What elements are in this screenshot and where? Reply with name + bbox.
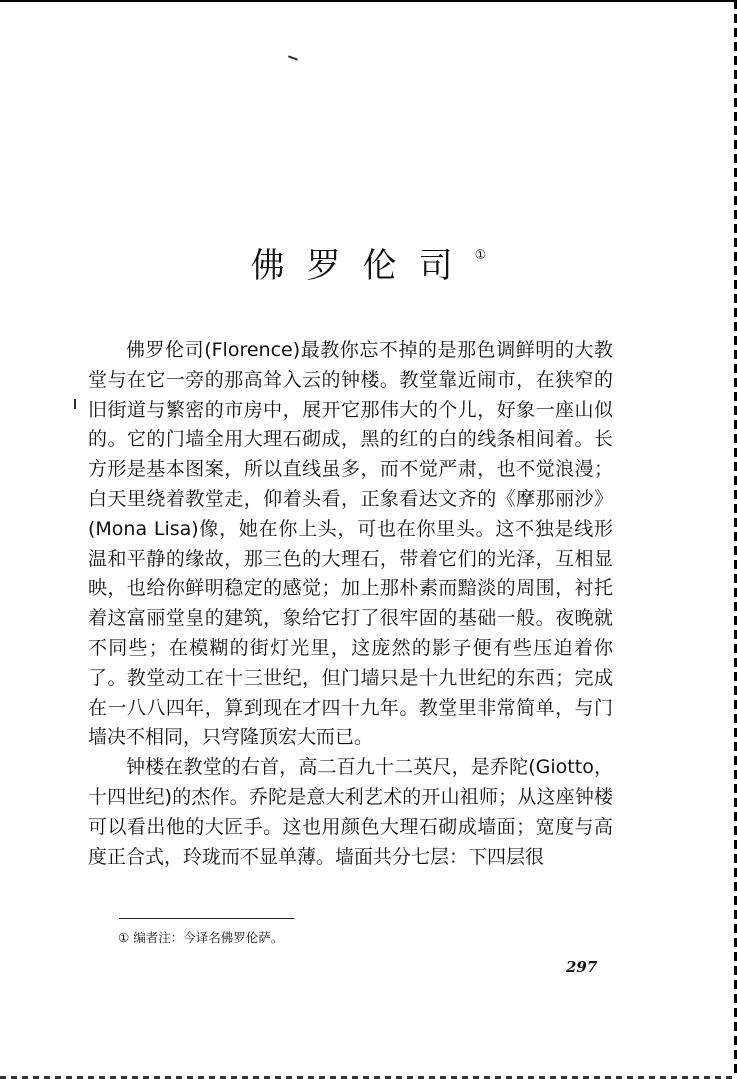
footnote-marker: ① [118, 930, 130, 945]
footnote [118, 928, 283, 946]
footnote-text: 编者注：今译名佛罗伦萨。 [133, 930, 284, 945]
chapter-title-text: 佛罗伦司 [250, 246, 475, 286]
scan-border-top [0, 0, 737, 2]
title-footnote-marker: ① [474, 248, 487, 263]
paragraph: 钟楼在教堂的右首，高二百九十二英尺，是乔陀(Giotto，十四世纪)的杰作。乔陀是意大利艺术的开山祖师；从这座钟楼可以看出他的大匠手。这也用颜色大理石砌成墙面；宽度与高度正合式，玲珑而不显单薄。墙面共分七层：下四层很 [88, 756, 613, 868]
body-text [88, 336, 613, 872]
paragraph: 佛罗伦司(Florence)最教你忘不掉的是那色调鲜明的大教堂与在它一旁的那高耸入云的钟楼。教堂靠近闹市，在狭窄的旧街道与繁密的市房中，展开它那伟大的个儿，好象一座山似的。它的门墙全用大理石砌成，黑的红的白的线条相间着。长方形是基本图案，所以直线虽多，而不觉严肃，也不觉浪漫；白天里绕着教堂走，仰着头看，正象看达文齐的《摩那丽沙》(Mona Lisa)像，她在你上头，可也在你里头。这不独是线形温和平静的缘故，那三色的大理石，带着它们的光泽，互相显映，也给你鲜明稳定的感觉；加上那朴素而黯淡的周围，衬托着这富丽堂皇的建筑，象给它打了很牢固的基础一般。夜晚就不同些；在模糊的街灯光里，这庞然的影子便有些压迫着你了。教堂动工在十三世纪，但门墙只是十九世纪的东西；完成在一八八四年，算到现在才四十九年。教堂里非常简单，与门墙决不相同，只穹隆顶宏大而已。 [88, 339, 613, 749]
scan-speck [288, 55, 298, 60]
footnote-divider [119, 918, 294, 919]
scan-speck [74, 399, 76, 409]
chapter-title [0, 238, 737, 287]
page-number: 297 [566, 958, 598, 976]
